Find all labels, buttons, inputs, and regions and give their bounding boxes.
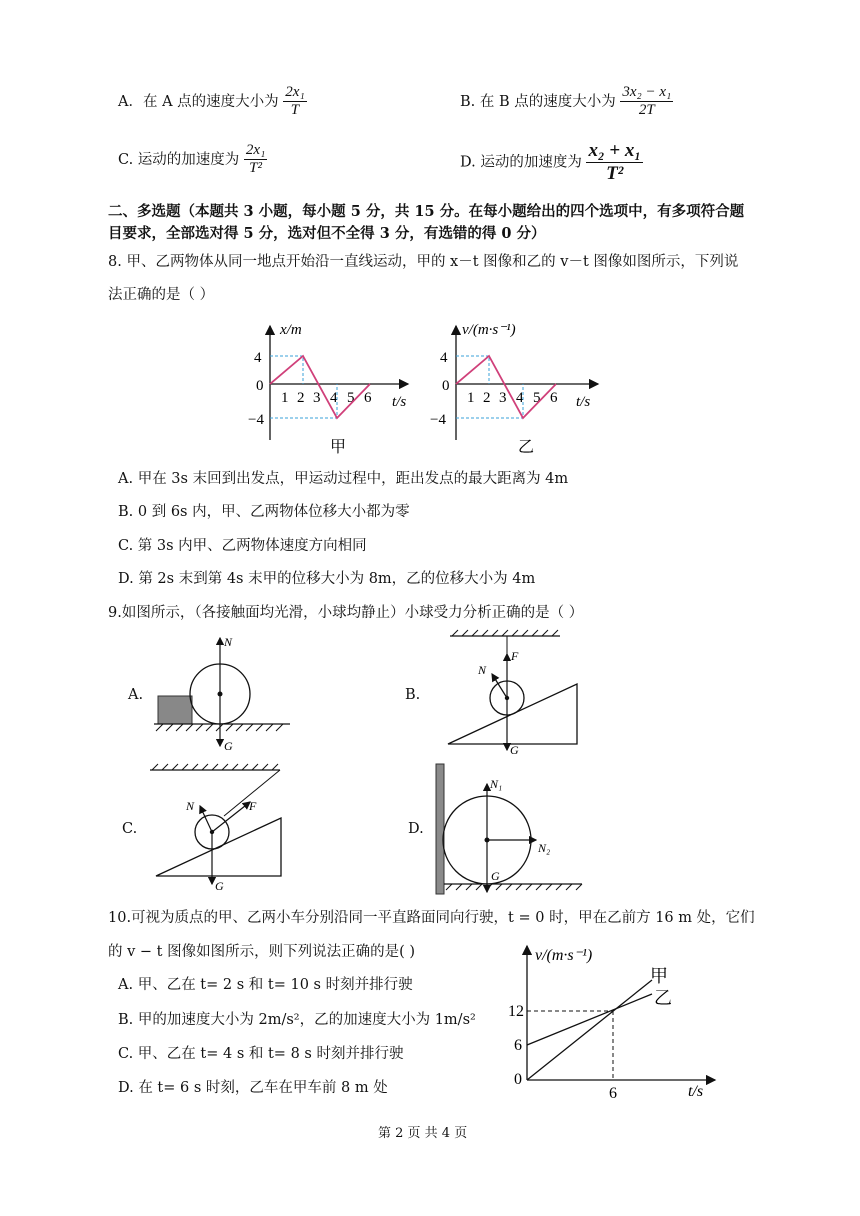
q10-option-b: B. 甲的加速度大小为 2m/s²，乙的加速度大小为 1m/s²	[118, 1012, 476, 1028]
y-tick-label: 0	[442, 378, 450, 394]
fraction-numerator: 2x₁	[283, 84, 306, 102]
q8-graph-jia	[248, 318, 418, 460]
x-tick-label: 4	[330, 390, 338, 406]
q9-figure-d	[432, 762, 592, 896]
x-tick-label: 3	[499, 390, 507, 406]
force-label: N	[224, 635, 233, 649]
x-axis-label: t/s	[392, 394, 407, 410]
y-tick-label: 4	[254, 350, 262, 366]
q8-stem-line1: 8. 甲、乙两物体从同一地点开始沿一直线运动，甲的 x－t 图像和乙的 v－t 图像如图所示，下列说	[108, 254, 739, 270]
fraction-numerator: 2x₁	[244, 142, 267, 160]
q8-option-c: C. 第 3s 内甲、乙两物体速度方向相同	[118, 538, 367, 554]
q8-option-b: B. 0 到 6s 内，甲、乙两物体位移大小都为零	[118, 504, 410, 520]
page-footer: 第 2 页 共 4 页	[378, 1126, 468, 1141]
q10-stem-line2: 的 v − t 图像如图所示，则下列说法正确的是( )	[108, 944, 416, 960]
series-label: 甲	[650, 966, 668, 986]
q10-graph	[500, 940, 730, 1100]
q9-label-a: A.	[128, 687, 144, 703]
force-label: N₂	[538, 841, 551, 855]
force-label: G	[224, 739, 233, 753]
q10-stem-line1: 10.可视为质点的甲、乙两小车分别沿同一平直路面同向行驶，t = 0 时，甲在乙前方 16 m 处，它们	[108, 910, 755, 926]
q7-option-b	[460, 84, 673, 120]
q9-stem: 9.如图所示，（各接触面均光滑，小球均静止）小球受力分析正确的是（ ）	[108, 605, 584, 621]
y-tick-label: 0	[514, 1071, 522, 1088]
y-axis-label: v/(m·s⁻¹)	[462, 322, 516, 338]
y-tick-label: −4	[248, 412, 264, 428]
q8-graph-yi	[430, 318, 610, 460]
x-tick-label: 5	[533, 390, 541, 406]
fraction-numerator: x₂ + x₁	[588, 140, 642, 161]
x-tick-label: 4	[516, 390, 524, 406]
q9-figure-c	[146, 758, 296, 894]
wall	[436, 764, 444, 894]
x-tick-label: 1	[281, 390, 289, 406]
x-axis-label: t/s	[688, 1083, 704, 1100]
y-tick-label: 12	[508, 1003, 524, 1020]
option-text: A．在 A 点的速度大小为	[118, 93, 279, 110]
y-axis-label: x/m	[280, 322, 302, 338]
q8-option-d: D. 第 2s 末到第 4s 末甲的位移大小为 8m，乙的位移大小为 4m	[118, 571, 536, 587]
q8-stem-line2: 法正确的是（ ）	[108, 287, 215, 303]
y-tick-label: 6	[514, 1037, 522, 1054]
force-label: F	[511, 649, 519, 663]
y-tick-label: 0	[256, 378, 264, 394]
x-t-line	[270, 356, 370, 418]
x-tick-label: 1	[467, 390, 475, 406]
fraction-denominator: T²	[606, 162, 624, 184]
q10-option-c: C. 甲、乙在 t= 4 s 和 t= 8 s 时刻并排行驶	[118, 1046, 404, 1062]
force-label: N₁	[490, 777, 503, 791]
fraction-denominator: T	[290, 102, 300, 119]
y-axis-label: v/(m·s⁻¹)	[535, 947, 593, 964]
fraction-denominator: 2T	[638, 102, 655, 119]
force-label: G	[215, 879, 224, 893]
graph-caption: 甲	[330, 439, 347, 456]
fraction-numerator: 3x₂ − x₁	[620, 84, 673, 102]
x-tick-label: 5	[347, 390, 355, 406]
q10-option-d: D. 在 t= 6 s 时刻，乙车在甲车前 8 m 处	[118, 1080, 388, 1096]
q10-option-a: A. 甲、乙在 t= 2 s 和 t= 10 s 时刻并排行驶	[118, 977, 413, 993]
tension-arrow	[212, 802, 250, 832]
fraction-denominator: T²	[249, 160, 263, 177]
x-tick-label: 6	[550, 390, 558, 406]
q7-option-c	[118, 142, 267, 178]
block	[158, 696, 192, 724]
series-line-yi	[527, 994, 652, 1045]
ceiling-hatch	[152, 764, 278, 770]
series-line-jia	[527, 980, 652, 1080]
q9-figure-b	[440, 628, 590, 756]
x-tick-label: 6	[609, 1085, 617, 1100]
q9-figure-a	[150, 632, 300, 756]
q9-label-d: D.	[408, 821, 424, 837]
x-tick-label: 2	[297, 390, 305, 406]
option-text: D. 运动的加速度为	[460, 154, 582, 171]
force-label: N	[478, 663, 487, 677]
x-tick-label: 6	[364, 390, 372, 406]
y-tick-label: 4	[440, 350, 448, 366]
v-t-line	[456, 356, 556, 418]
x-axis-label: t/s	[576, 394, 591, 410]
x-tick-label: 2	[483, 390, 491, 406]
y-tick-label: −4	[430, 412, 446, 428]
section-heading-line2: 目要求，全部选对得 5 分，选对但不全得 3 分，有选错的得 0 分）	[108, 225, 546, 242]
q9-label-b: B.	[405, 687, 421, 703]
series-label: 乙	[654, 988, 672, 1008]
graph-caption: 乙	[518, 439, 535, 456]
section-heading-line1: 二、多选题（本题共 3 小题，每小题 5 分，共 15 分。在每小题给出的四个选项中，有多项符合题	[108, 203, 745, 220]
q7-option-d	[460, 140, 643, 185]
option-text: B. 在 B 点的速度大小为	[460, 93, 616, 110]
x-tick-label: 3	[313, 390, 321, 406]
q8-option-a: A. 甲在 3s 末回到出发点，甲运动过程中，距出发点的最大距离为 4m	[118, 471, 569, 487]
force-label: F	[249, 799, 257, 813]
q7-option-a	[118, 84, 307, 120]
force-label: G	[491, 869, 500, 883]
option-text: C. 运动的加速度为	[118, 151, 240, 168]
ceiling-hatch	[452, 630, 558, 636]
force-label: G	[510, 743, 519, 756]
q9-label-c: C.	[122, 821, 138, 837]
ground-hatch	[446, 884, 582, 890]
force-label: N	[186, 799, 195, 813]
